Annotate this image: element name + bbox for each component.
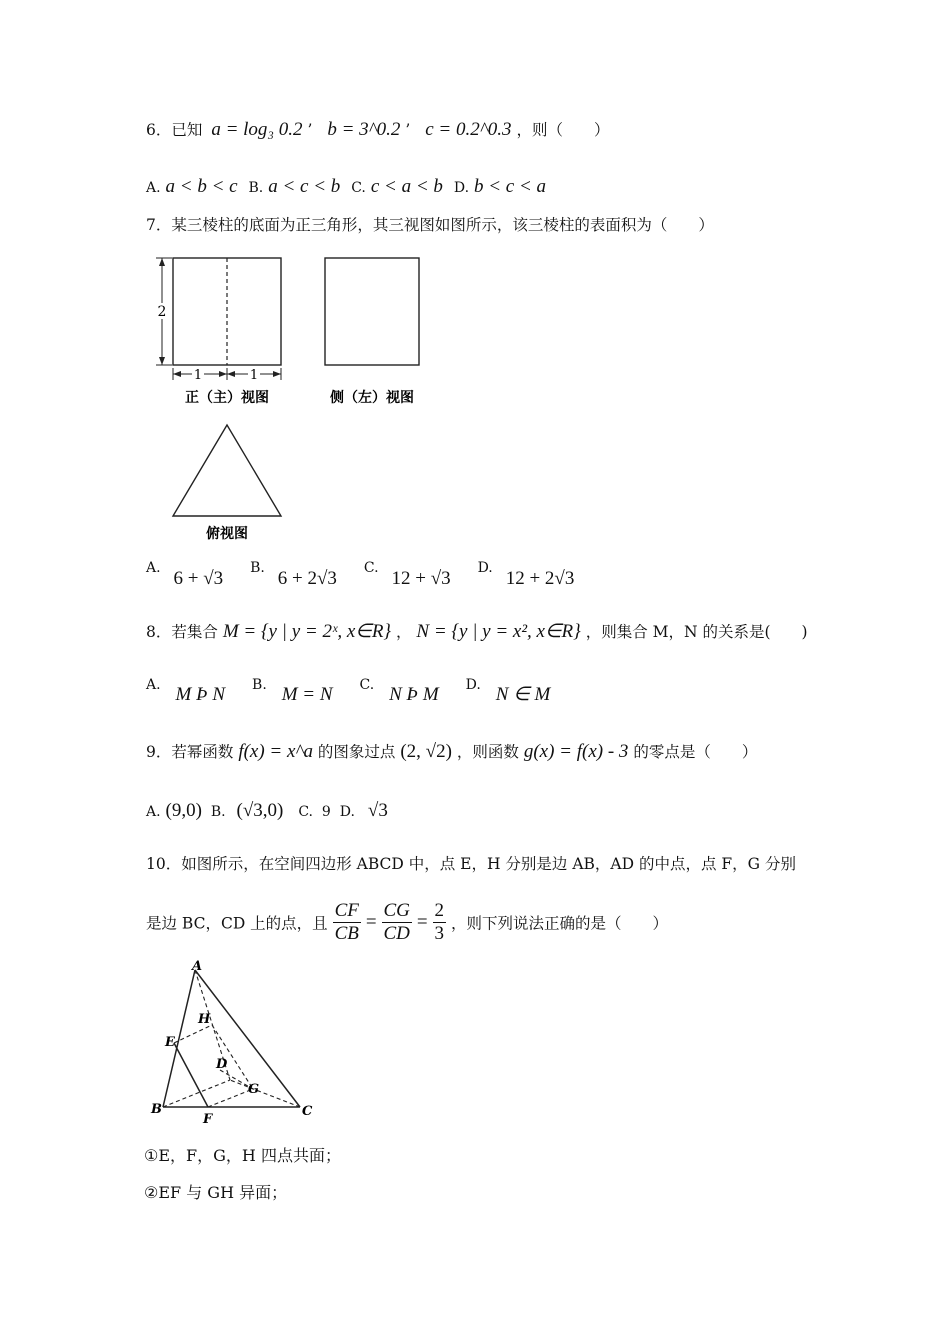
width-right-label: 1 bbox=[249, 368, 259, 383]
q6-a-expr: a = log₃ 0.2 bbox=[211, 119, 303, 140]
q7-option-b: 6 + 2√3 bbox=[277, 568, 337, 589]
q8-option-b-label: B. bbox=[252, 677, 267, 693]
q6-b-expr: b = 3^0.2 bbox=[327, 119, 401, 140]
q8-option-c: N Þ M bbox=[389, 684, 439, 705]
q9-option-d-label: D. bbox=[339, 804, 355, 820]
point-h-label: H bbox=[198, 1012, 211, 1027]
q7-option-c-label: C. bbox=[363, 560, 379, 576]
frac1-num: CF bbox=[334, 900, 359, 921]
frac3-num: 2 bbox=[434, 900, 444, 921]
q9-option-c-label: C. bbox=[298, 804, 313, 820]
q10-statement-2: ②EF 与 GH 异面； bbox=[144, 1183, 288, 1202]
q8-set-n: N = {y | y = x², x∈R} bbox=[416, 621, 581, 642]
q7-options bbox=[146, 560, 575, 589]
q8-option-a: M Þ N bbox=[175, 684, 226, 705]
q9-stem-prefix: 9．若幂函数 bbox=[146, 743, 234, 761]
q8-option-b: M = N bbox=[281, 684, 333, 705]
q9-stem-mid: 的图象过点 bbox=[317, 743, 396, 761]
q9-option-d: √3 bbox=[367, 800, 388, 821]
q6-option-c-label: C. bbox=[351, 180, 366, 196]
q9-g-expr: g(x) = f(x) - 3 bbox=[523, 741, 629, 762]
width-left-label: 1 bbox=[193, 368, 203, 383]
q7-option-c: 12 + √3 bbox=[391, 568, 451, 589]
vertex-b-label: B bbox=[151, 1102, 162, 1117]
frac2-den: CD bbox=[383, 923, 410, 944]
q10-stem-line1: 10．如图所示，在空间四边形 ABCD 中，点 E，H 分别是边 AB，AD 的中点，点 F，G 分别 bbox=[146, 855, 796, 873]
point-f-label: F bbox=[203, 1112, 213, 1127]
q6-c-expr: c = 0.2^0.3 bbox=[425, 119, 512, 140]
frac3-den: 3 bbox=[434, 923, 444, 944]
top-view-triangle bbox=[173, 425, 281, 516]
q9-options bbox=[146, 800, 388, 822]
q7-stem: 7．某三棱柱的底面为正三角形，其三视图如图所示，该三棱柱的表面积为（ ） bbox=[146, 216, 714, 234]
q8-set-m: M = {y | y = 2ˣ, x∈R} bbox=[222, 621, 392, 642]
q8-stem-prefix: 8．若集合 bbox=[146, 623, 218, 641]
q10-stem-line2-suffix: ，则下列说法正确的是（ ） bbox=[450, 914, 668, 933]
q8-option-d: N ∈ M bbox=[495, 684, 551, 705]
q9-point: (2, √2) bbox=[400, 741, 452, 762]
q7-option-d: 12 + 2√3 bbox=[505, 568, 575, 589]
q7-option-a-label: A. bbox=[146, 560, 161, 576]
side-view-label: 侧（左）视图 bbox=[330, 390, 414, 406]
q6-stem-suffix: ，则（ ） bbox=[516, 121, 610, 139]
q9-option-b: (√3,0) bbox=[236, 800, 284, 821]
q9-f-expr: f(x) = x^a bbox=[238, 741, 313, 762]
q9-option-a: (9,0) bbox=[165, 800, 202, 821]
q8-options bbox=[146, 677, 551, 705]
point-g-label: G bbox=[248, 1082, 260, 1097]
frac1-den: CB bbox=[334, 923, 359, 944]
q6-stem: 6．已知 a = log₃ 0.2 ’ b = 3^0.2 ’ c = 0.2^0.3 ，则（ ） bbox=[146, 119, 610, 140]
vertex-c-label: C bbox=[302, 1104, 313, 1119]
q6-options bbox=[146, 176, 546, 198]
q7-option-d-label: D. bbox=[477, 560, 493, 576]
q6-option-d: b < c < a bbox=[473, 176, 547, 197]
vertex-d-label: D bbox=[216, 1057, 228, 1072]
q8-option-a-label: A. bbox=[146, 677, 161, 693]
side-view-rect bbox=[325, 258, 419, 365]
point-e-label: E bbox=[165, 1035, 175, 1050]
q9-stem bbox=[146, 740, 757, 763]
q10-tetrahedron-figure bbox=[145, 955, 325, 1130]
q7-option-b-label: B. bbox=[250, 560, 265, 576]
q6-option-b: a < c < b bbox=[268, 176, 341, 197]
q10-stem-line2: 是边 BC，CD 上的点，且 $\frac{CF}{CB}$ = $\frac{CG}{CD}$ = $\frac{2}{3}$ ，则下列说法正确的是（ ） bbox=[146, 900, 668, 944]
q10-fraction-two-thirds bbox=[433, 900, 447, 945]
q10-fraction-cg-cd bbox=[382, 900, 412, 945]
q6-option-c: c < a < b bbox=[370, 176, 443, 197]
q8-stem: 8．若集合 M = {y | y = 2ˣ, x∈R} ， N = {y | y = x², x∈R} ，则集合 M，N 的关系是( ) bbox=[146, 621, 808, 642]
q9-stem-mid2: ，则函数 bbox=[456, 743, 519, 761]
q8-option-d-label: D. bbox=[465, 677, 481, 693]
q6-option-a-label: A. bbox=[146, 180, 161, 196]
frac2-num: CG bbox=[383, 900, 410, 921]
q6-option-a: a < b < c bbox=[165, 176, 238, 197]
front-view-label: 正（主）视图 bbox=[185, 390, 269, 406]
top-view-label: 俯视图 bbox=[206, 526, 248, 542]
height-label: 2 bbox=[157, 304, 167, 320]
q7-option-a: 6 + √3 bbox=[173, 568, 224, 589]
q10-stem-line2-prefix: 是边 BC，CD 上的点，且 bbox=[146, 914, 328, 933]
q6-option-b-label: B. bbox=[248, 180, 264, 196]
q9-option-c: 9 bbox=[321, 804, 331, 820]
q6-option-d-label: D. bbox=[453, 180, 470, 196]
q8-option-c-label: C. bbox=[359, 677, 375, 693]
q6-stem-prefix: 6．已知 bbox=[146, 121, 203, 139]
q7-three-view-figure bbox=[150, 250, 430, 545]
vertex-a-label: A bbox=[192, 959, 203, 974]
q10-fraction-cf-cb bbox=[333, 900, 361, 945]
q8-stem-suffix: ，则集合 M，N 的关系是( ) bbox=[585, 623, 808, 641]
q9-option-a-label: A. bbox=[146, 804, 161, 820]
q10-statement-1: ①E，F，G，H 四点共面； bbox=[144, 1146, 341, 1165]
q9-stem-suffix: 的零点是（ ） bbox=[633, 743, 758, 761]
q9-option-b-label: B. bbox=[210, 804, 226, 820]
